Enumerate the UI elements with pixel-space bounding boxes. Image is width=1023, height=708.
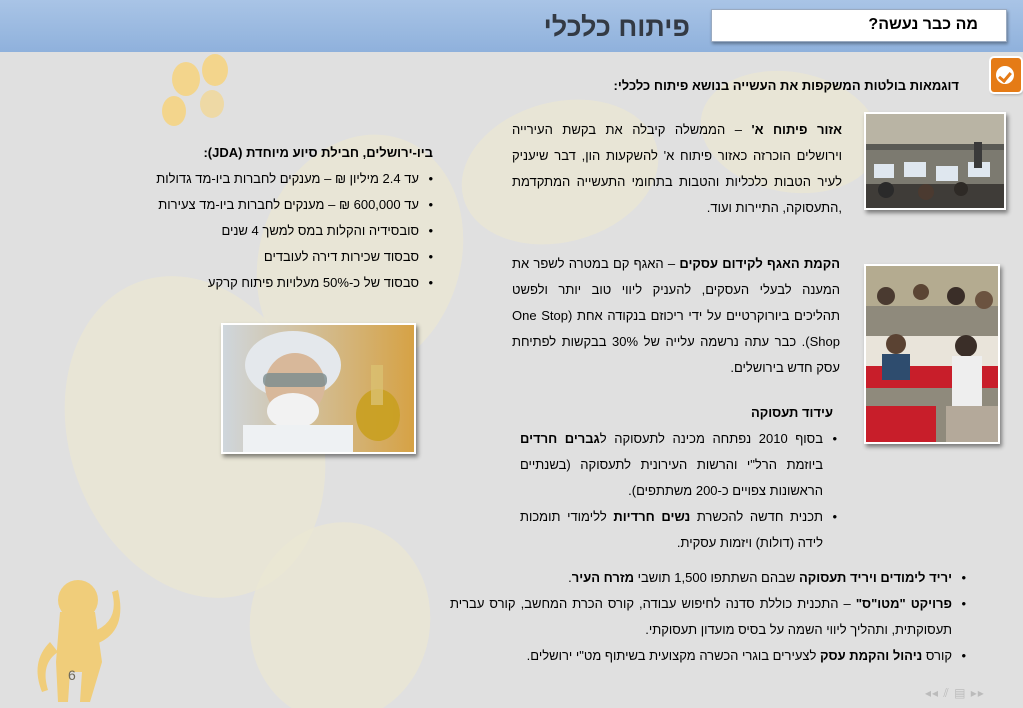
intro-heading: דוגמאות בולטות המשקפות את העשייה בנושא פיתוח כלכלי:	[613, 78, 959, 93]
lab-scientist-photo	[221, 323, 416, 454]
item-name: הקמת האגף לקידום עסקים	[679, 256, 840, 271]
page-title: פיתוח כלכלי	[543, 12, 690, 42]
computer-class-photo	[864, 112, 1006, 210]
job-fair-photo	[864, 264, 1000, 444]
list-item: • עד 2.4 מיליון ₪ – מענקים לחברות ביו-מד גדולות	[133, 166, 433, 192]
item-name: אזור פיתוח א'	[751, 122, 842, 137]
item-text: – האגף קם במטרה לשפר את המענה לבעלי העסקים, להעניק ליווי טוב יותר ולפשט תהליכים ביורוקרטיים על ידי ריכוזם בנקודה אחת (One Stop Shop). כבר עתה נרשמה עלייה של 30% בבקשות לפתיחת עסק חדש בירושלים.	[512, 256, 840, 375]
list-item: • תכנית חדשה להכשרת נשים חרדיות ללימודי תומכות לידה (דולות) ויזמות עסקית.	[520, 504, 837, 556]
section-tag-label: מה כבר נעשה?	[868, 16, 978, 33]
bio-section	[133, 140, 433, 296]
employment-list	[520, 426, 837, 556]
employment-heading: עידוד תעסוקה	[750, 405, 833, 420]
list-item: • יריד לימודים ויריד תעסוקה שבהם השתתפו 1,500 תושבי מזרח העיר.	[450, 565, 966, 591]
slide-nav-icon[interactable]: ◂◂ ⫽ ▤ ▸▸	[925, 686, 985, 700]
item-development-zone	[512, 117, 842, 221]
bottom-list	[450, 565, 966, 669]
checkmark-icon	[991, 58, 1021, 92]
list-item: • סבסוד שכירות דירה לעובדים	[133, 244, 433, 270]
section-tag	[711, 9, 1007, 42]
list-item: • פרויקט "מטו"ס" – התכנית כוללת סדנה לחיפוש עבודה, קורס הכרת המחשב, קורס עברית תעסוקתית, ותהליך ליווי השמה על בסיס מועדון תעסוקתי.	[450, 591, 966, 643]
list-item: • קורס ניהול והקמת עסק לצעירים בוגרי הכשרה מקצועית בשיתוף מט"י ירושלים.	[450, 643, 966, 669]
item-text: – הממשלה קיבלה את בקשת העירייה וירושלים הוכרזה כאזור פיתוח א' להשקעות הון, דבר שיעניק לעיר הטבות כלכליות והטבות בתחומי התעשייה המתקדמת ,התעסוקה, התיירות ועוד.	[512, 122, 842, 215]
item-business-division	[512, 251, 840, 381]
bio-heading: ביו-ירושלים, חבילת סיוע מיוחדת (JDA):	[203, 145, 433, 160]
lion-logo-icon	[30, 572, 125, 707]
list-item: • בסוף 2010 נפתחה מכינה לתעסוקה לגברים חרדים ביוזמת הרל"י והרשות העירונית לתעסוקה (בשנתיים הראשונות צפויים כ-200 משתתפים).	[520, 426, 837, 504]
list-item: • עד 600,000 ₪ – מענקים לחברות ביו-מד צעירות	[133, 192, 433, 218]
list-item: • סבסוד של כ-50% מעלויות פיתוח קרקע	[133, 270, 433, 296]
list-item: • סובסידיה והקלות במס למשך 4 שנים	[133, 218, 433, 244]
page-number: 6	[68, 667, 76, 683]
